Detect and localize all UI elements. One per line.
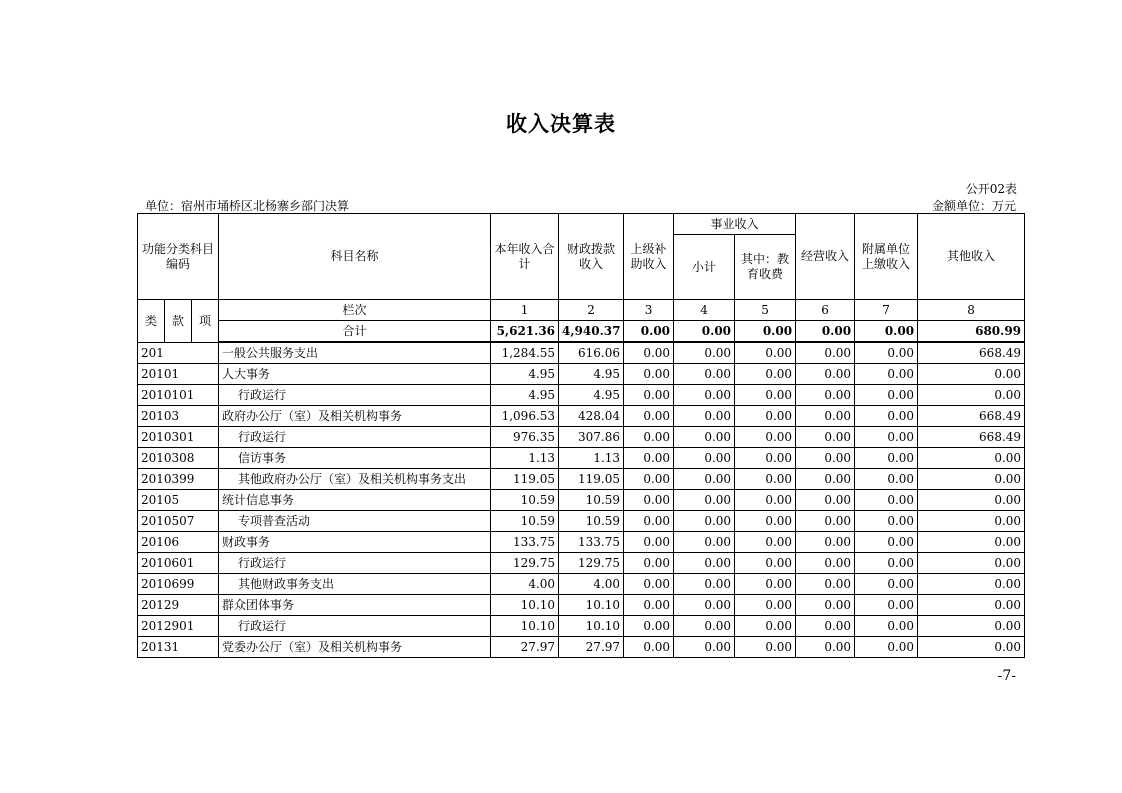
row-value: 4.95 [559, 364, 624, 385]
row-name: 党委办公厅（室）及相关机构事务 [219, 637, 491, 658]
row-value: 0.00 [796, 637, 855, 658]
row-value: 0.00 [796, 511, 855, 532]
row-name: 政府办公厅（室）及相关机构事务 [219, 406, 491, 427]
row-value: 0.00 [855, 406, 918, 427]
total-value: 0.00 [674, 321, 735, 343]
row-code: 20101 [138, 364, 219, 385]
row-value: 0.00 [796, 532, 855, 553]
row-value: 0.00 [796, 385, 855, 406]
row-value: 0.00 [918, 511, 1025, 532]
row-code: 2010301 [138, 427, 219, 448]
row-value: 0.00 [674, 637, 735, 658]
row-value: 0.00 [735, 616, 796, 637]
row-value: 0.00 [735, 595, 796, 616]
row-name: 统计信息事务 [219, 490, 491, 511]
row-value: 0.00 [735, 637, 796, 658]
row-value: 0.00 [674, 574, 735, 595]
row-value: 4.00 [491, 574, 559, 595]
row-value: 0.00 [918, 595, 1025, 616]
row-value: 0.00 [855, 616, 918, 637]
row-value: 0.00 [624, 574, 674, 595]
row-code: 201 [138, 342, 219, 364]
column-number: 2 [559, 300, 624, 321]
row-name: 行政运行 [219, 427, 491, 448]
row-value: 0.00 [855, 637, 918, 658]
row-value: 10.59 [491, 511, 559, 532]
table-row [138, 427, 1025, 448]
row-value: 0.00 [796, 427, 855, 448]
table-row [138, 364, 1025, 385]
row-value: 0.00 [796, 406, 855, 427]
row-value: 0.00 [624, 342, 674, 364]
row-name: 财政事务 [219, 532, 491, 553]
row-value: 0.00 [624, 511, 674, 532]
table-row [138, 574, 1025, 595]
row-value: 1.13 [559, 448, 624, 469]
header-total-income: 本年收入合计 [491, 214, 559, 300]
row-value: 0.00 [855, 490, 918, 511]
table-row [138, 448, 1025, 469]
row-name: 行政运行 [219, 553, 491, 574]
total-value: 0.00 [796, 321, 855, 343]
row-name: 一般公共服务支出 [219, 342, 491, 364]
reporting-unit: 单位：宿州市埇桥区北杨寨乡部门决算 [145, 199, 350, 213]
row-name: 人大事务 [219, 364, 491, 385]
header-operating: 经营收入 [796, 214, 855, 300]
row-value: 0.00 [674, 427, 735, 448]
row-value: 668.49 [918, 406, 1025, 427]
row-code: 20131 [138, 637, 219, 658]
table-row [138, 616, 1025, 637]
row-value: 0.00 [855, 427, 918, 448]
row-value: 0.00 [855, 364, 918, 385]
header-other: 其他收入 [918, 214, 1025, 300]
row-value: 0.00 [796, 574, 855, 595]
row-value: 0.00 [796, 616, 855, 637]
row-value: 27.97 [559, 637, 624, 658]
row-value: 0.00 [735, 574, 796, 595]
row-value: 0.00 [624, 448, 674, 469]
column-number: 1 [491, 300, 559, 321]
row-code: 20106 [138, 532, 219, 553]
row-value: 119.05 [559, 469, 624, 490]
column-number-label: 栏次 [219, 300, 491, 321]
header-superior: 上级补助收入 [624, 214, 674, 300]
row-value: 0.00 [855, 574, 918, 595]
row-value: 0.00 [735, 469, 796, 490]
row-value: 0.00 [735, 553, 796, 574]
total-row [138, 321, 1025, 343]
row-code: 2010101 [138, 385, 219, 406]
row-value: 668.49 [918, 342, 1025, 364]
row-value: 129.75 [491, 553, 559, 574]
row-value: 0.00 [796, 448, 855, 469]
row-value: 1,096.53 [491, 406, 559, 427]
row-value: 0.00 [918, 553, 1025, 574]
table-row [138, 490, 1025, 511]
column-number: 6 [796, 300, 855, 321]
row-value: 0.00 [735, 406, 796, 427]
total-value: 0.00 [855, 321, 918, 343]
row-value: 0.00 [674, 532, 735, 553]
column-number-row [138, 300, 1025, 321]
row-value: 0.00 [674, 385, 735, 406]
row-value: 0.00 [796, 490, 855, 511]
form-number: 公开02表 [965, 182, 1017, 196]
row-value: 1,284.55 [491, 342, 559, 364]
table-row [138, 511, 1025, 532]
row-value: 0.00 [918, 574, 1025, 595]
row-value: 0.00 [918, 637, 1025, 658]
row-value: 0.00 [624, 364, 674, 385]
header-edu-fee: 其中：教育收费 [735, 235, 796, 300]
row-value: 0.00 [855, 469, 918, 490]
row-value: 10.10 [559, 595, 624, 616]
row-name: 群众团体事务 [219, 595, 491, 616]
table-row [138, 342, 1025, 364]
row-value: 307.86 [559, 427, 624, 448]
header-xiang: 项 [192, 300, 219, 343]
row-value: 133.75 [491, 532, 559, 553]
row-code: 20129 [138, 595, 219, 616]
row-value: 10.10 [491, 616, 559, 637]
row-value: 4.95 [559, 385, 624, 406]
row-value: 119.05 [491, 469, 559, 490]
row-code: 2010399 [138, 469, 219, 490]
row-value: 27.97 [491, 637, 559, 658]
header-row-1 [138, 214, 1025, 235]
header-lei: 类 [138, 300, 165, 343]
row-value: 0.00 [796, 595, 855, 616]
row-value: 0.00 [674, 469, 735, 490]
header-subtotal: 小计 [674, 235, 735, 300]
table-row [138, 595, 1025, 616]
row-value: 0.00 [796, 342, 855, 364]
table-row [138, 553, 1025, 574]
column-number: 4 [674, 300, 735, 321]
row-value: 1.13 [491, 448, 559, 469]
row-value: 0.00 [918, 490, 1025, 511]
row-value: 10.10 [559, 616, 624, 637]
row-code: 20105 [138, 490, 219, 511]
row-code: 2010507 [138, 511, 219, 532]
row-value: 0.00 [735, 490, 796, 511]
table-row [138, 637, 1025, 658]
column-number: 7 [855, 300, 918, 321]
total-value: 4,940.37 [559, 321, 624, 343]
row-value: 0.00 [674, 490, 735, 511]
row-value: 10.10 [491, 595, 559, 616]
row-value: 10.59 [559, 511, 624, 532]
row-value: 0.00 [624, 469, 674, 490]
row-value: 10.59 [491, 490, 559, 511]
row-value: 0.00 [674, 364, 735, 385]
row-value: 976.35 [491, 427, 559, 448]
row-value: 0.00 [674, 342, 735, 364]
row-value: 0.00 [796, 469, 855, 490]
row-value: 0.00 [624, 406, 674, 427]
row-name: 其他财政事务支出 [219, 574, 491, 595]
row-value: 4.95 [491, 385, 559, 406]
header-affiliated: 附属单位上缴收入 [855, 214, 918, 300]
row-value: 668.49 [918, 427, 1025, 448]
row-value: 0.00 [735, 364, 796, 385]
row-value: 0.00 [735, 385, 796, 406]
row-value: 0.00 [796, 553, 855, 574]
column-number: 3 [624, 300, 674, 321]
row-value: 0.00 [855, 448, 918, 469]
header-kuan: 款 [165, 300, 192, 343]
row-value: 0.00 [918, 448, 1025, 469]
header-fiscal: 财政拨款收入 [559, 214, 624, 300]
column-number: 5 [735, 300, 796, 321]
row-value: 0.00 [855, 553, 918, 574]
row-name: 专项普查活动 [219, 511, 491, 532]
row-value: 0.00 [624, 595, 674, 616]
total-value: 5,621.36 [491, 321, 559, 343]
row-value: 0.00 [735, 342, 796, 364]
total-label: 合计 [219, 321, 491, 343]
total-value: 0.00 [735, 321, 796, 343]
row-value: 0.00 [624, 637, 674, 658]
row-value: 0.00 [855, 385, 918, 406]
row-value: 0.00 [918, 469, 1025, 490]
total-value: 680.99 [918, 321, 1025, 343]
row-value: 0.00 [674, 616, 735, 637]
row-value: 0.00 [674, 406, 735, 427]
row-code: 2012901 [138, 616, 219, 637]
row-value: 0.00 [796, 364, 855, 385]
table-row [138, 469, 1025, 490]
header-code: 功能分类科目编码 [138, 214, 219, 300]
header-name: 科目名称 [219, 214, 491, 300]
row-value: 133.75 [559, 532, 624, 553]
row-code: 2010699 [138, 574, 219, 595]
page-title: 收入决算表 [506, 111, 616, 136]
row-value: 129.75 [559, 553, 624, 574]
row-value: 10.59 [559, 490, 624, 511]
row-value: 4.95 [491, 364, 559, 385]
row-value: 0.00 [624, 532, 674, 553]
row-name: 行政运行 [219, 385, 491, 406]
column-number: 8 [918, 300, 1025, 321]
row-value: 0.00 [735, 532, 796, 553]
row-value: 0.00 [918, 616, 1025, 637]
income-table [137, 213, 1025, 658]
row-value: 0.00 [624, 490, 674, 511]
page-number: -7- [997, 668, 1016, 684]
table-row [138, 385, 1025, 406]
row-value: 0.00 [674, 553, 735, 574]
row-name: 其他政府办公厅（室）及相关机构事务支出 [219, 469, 491, 490]
row-value: 428.04 [559, 406, 624, 427]
row-value: 0.00 [918, 532, 1025, 553]
row-value: 616.06 [559, 342, 624, 364]
row-name: 信访事务 [219, 448, 491, 469]
table-row [138, 406, 1025, 427]
row-value: 0.00 [674, 511, 735, 532]
total-value: 0.00 [624, 321, 674, 343]
row-value: 4.00 [559, 574, 624, 595]
row-code: 2010601 [138, 553, 219, 574]
row-value: 0.00 [855, 595, 918, 616]
row-value: 0.00 [674, 448, 735, 469]
row-value: 0.00 [624, 427, 674, 448]
row-value: 0.00 [855, 511, 918, 532]
row-value: 0.00 [735, 511, 796, 532]
row-value: 0.00 [735, 427, 796, 448]
amount-unit: 金额单位：万元 [931, 199, 1016, 213]
row-value: 0.00 [918, 364, 1025, 385]
row-name: 行政运行 [219, 616, 491, 637]
header-business: 事业收入 [674, 214, 796, 235]
row-code: 2010308 [138, 448, 219, 469]
row-value: 0.00 [855, 532, 918, 553]
row-value: 0.00 [735, 448, 796, 469]
row-value: 0.00 [918, 385, 1025, 406]
row-value: 0.00 [674, 595, 735, 616]
row-code: 20103 [138, 406, 219, 427]
row-value: 0.00 [624, 385, 674, 406]
row-value: 0.00 [855, 342, 918, 364]
row-value: 0.00 [624, 553, 674, 574]
row-value: 0.00 [624, 616, 674, 637]
table-row [138, 532, 1025, 553]
